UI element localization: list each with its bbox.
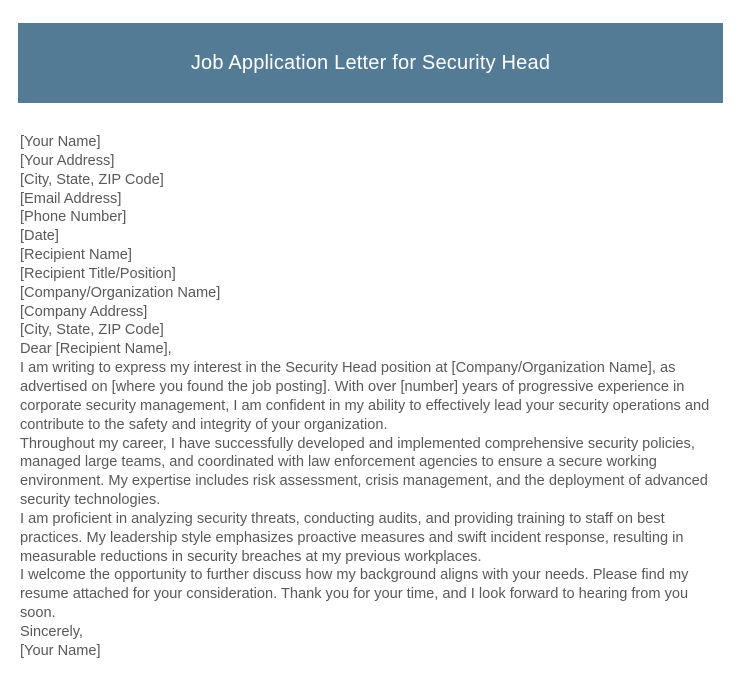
letter-line: [Your Address] bbox=[20, 152, 115, 169]
letter-line: [Recipient Name] bbox=[20, 247, 132, 264]
letter-line: [Company Address] bbox=[20, 303, 148, 320]
page-title: Job Application Letter for Security Head bbox=[190, 52, 551, 74]
letter-line: [Date] bbox=[20, 228, 59, 245]
letter-line: [Recipient Title/Position] bbox=[20, 265, 176, 282]
letter-header-banner bbox=[18, 23, 723, 103]
letter-line: I am writing to express my interest in the Security Head position at [Company/Organization Name], as advertised on [where you found the job posting]. With over [number] years of progressive experience in corporate security management, I am confident in my ability to effectively lead your security operations and contribute to the safety and integrity of your organization. bbox=[20, 360, 714, 433]
letter-line: [Your Name] bbox=[20, 642, 101, 659]
letter-line: [Company/Organization Name] bbox=[20, 284, 221, 301]
letter-line: [City, State, ZIP Code] bbox=[20, 171, 164, 188]
letter-line: [Email Address] bbox=[20, 190, 122, 207]
letter-line: [Phone Number] bbox=[20, 209, 127, 226]
letter-line: [City, State, ZIP Code] bbox=[20, 322, 164, 339]
letter-line: [Your Name] bbox=[20, 134, 101, 150]
letter-body bbox=[20, 133, 722, 661]
letter-line: Sincerely, bbox=[20, 623, 83, 640]
letter-line: Throughout my career, I have successfully developed and implemented comprehensive security policies, managed large teams, and coordinated with law enforcement agencies to ensure a secure working environment. My expertise includes risk assessment, crisis management, and the deployment of advanced security technologies. bbox=[20, 435, 712, 509]
letter-line: I welcome the opportunity to further discuss how my background aligns with your needs. Please find my resume attached for your consideration. Thank you for your time, and I look forward to hearing from you soon. bbox=[20, 567, 693, 622]
letter-line: Dear [Recipient Name], bbox=[20, 341, 172, 358]
letter-line: I am proficient in analyzing security threats, conducting audits, and providing training to staff on best practices. My leadership style emphasizes proactive measures and swift incident response, resulting in measurable reductions in security breaches at my previous workplaces. bbox=[20, 510, 688, 565]
